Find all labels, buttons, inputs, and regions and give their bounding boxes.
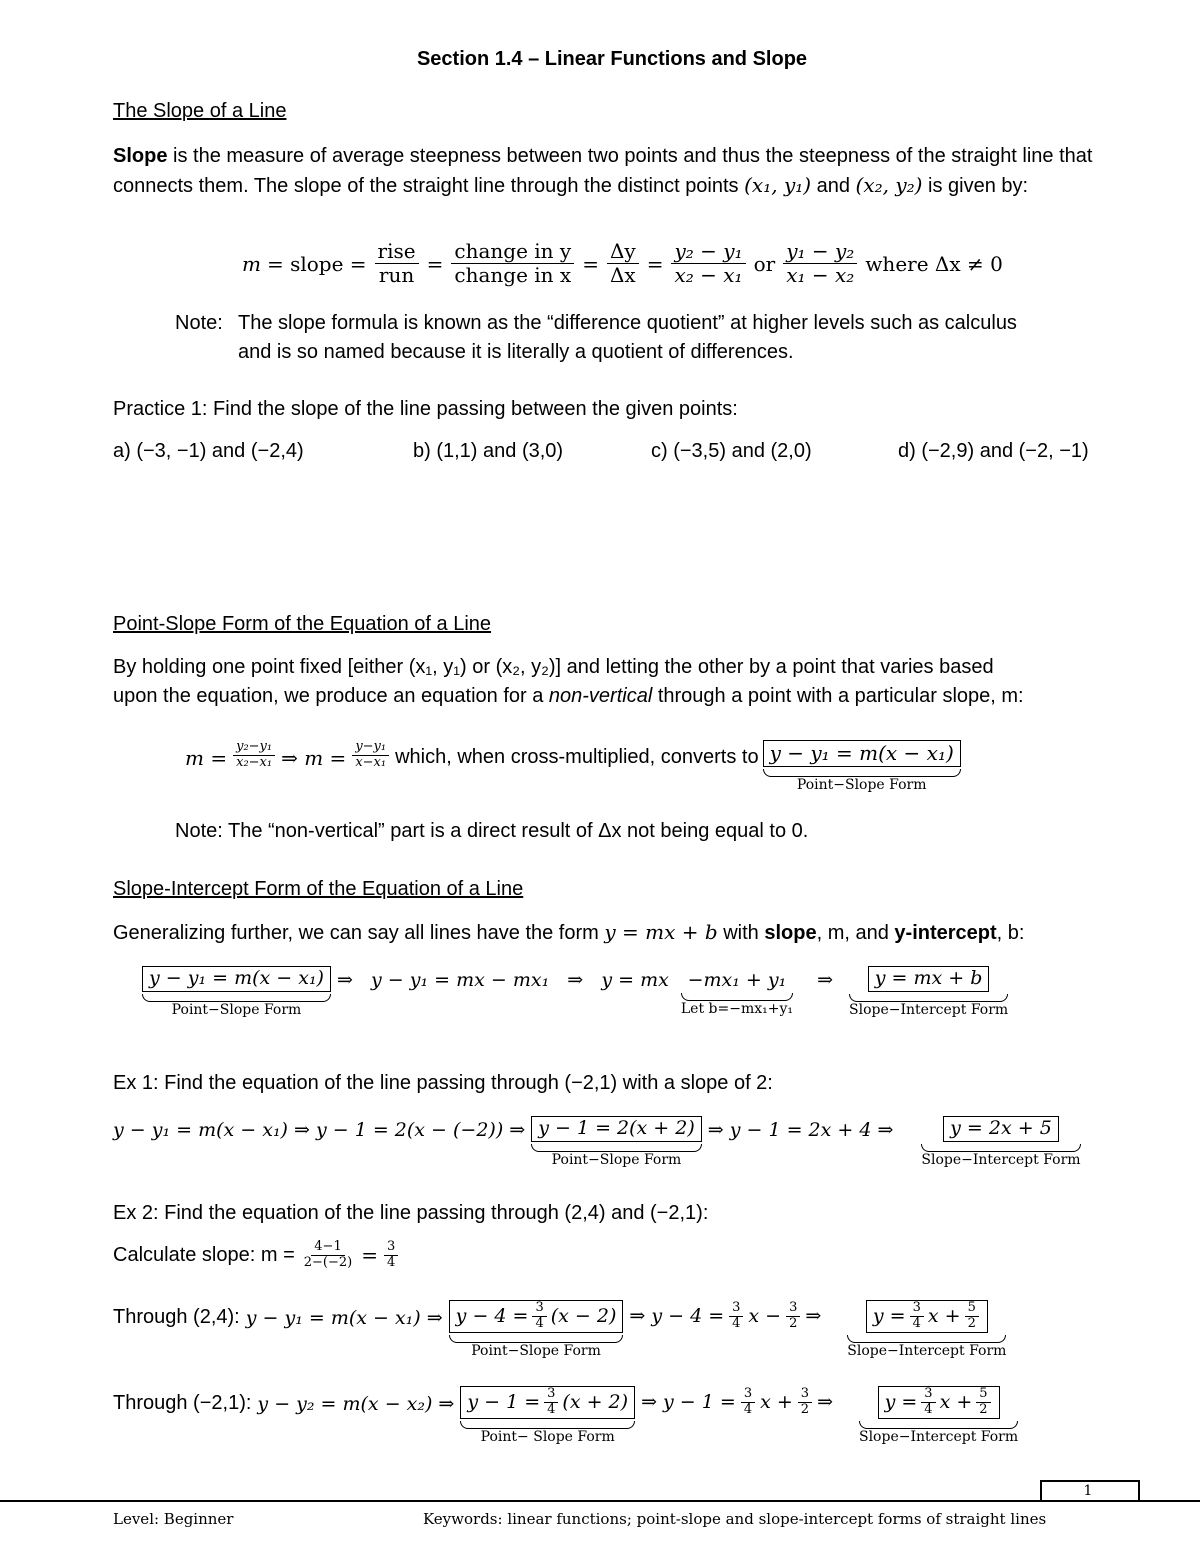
slope-definition xyxy=(113,142,1103,201)
cross-multiplied-text: which, when cross-multiplied, converts to xyxy=(395,746,759,768)
underbrace xyxy=(763,769,961,777)
formula-where: where Δx ≠ 0 xyxy=(865,251,1003,276)
through-point-1: Through (2,4): y − y₁ = m(x − x₁) ⇒ y − 4 = $\frac{3}{4}$ (x − 2) Point−Slope Form ⇒ y − 4 = $\frac{3}{4}$ x − $\frac{3}{2}$ ⇒ y = $\frac{3}{4}$ x + $\frac{5}{2}$ Slope−Intercept Form xyxy=(113,1300,1007,1359)
coordinate-fraction-1: $\frac{\text{y₂ − y₁}}{\text{x₂ − x₁}}$ xyxy=(671,240,745,287)
note-label: Note: xyxy=(175,312,223,334)
note-line-1: The slope formula is known as the “difference quotient” at higher levels such as calculus xyxy=(238,312,1017,334)
point-slope-para-1: By holding one point fixed [either (x₁, y₁) or (x₂, y₂)] and letting the other by a point that varies based xyxy=(113,656,994,678)
footer-rule xyxy=(0,1500,1200,1502)
section-heading-slope-intercept: Slope-Intercept Form of the Equation of a Line xyxy=(113,878,524,900)
slope-intercept-para: Generalizing further, we can say all lines have the form y = mx + b with slope, m, and y-intercept, b: xyxy=(113,920,1025,944)
ex1-point-slope-box: y − 1 = 2(x + 2) Point−Slope Form xyxy=(531,1116,702,1168)
coordinate-fraction-2: $\frac{\text{y₁ − y₂}}{\text{x₁ − x₂}}$ xyxy=(783,240,857,287)
and-text: and xyxy=(811,175,856,197)
t2-expansion: ⇒ y − 1 = $\frac{3}{4}$ x + $\frac{3}{2}$ ⇒ xyxy=(641,1386,833,1417)
formula-m: m xyxy=(242,251,261,276)
example-1-solution: y − y₁ = m(x − x₁) ⇒ y − 1 = 2(x − (−2)) ⇒ y − 1 = 2(x + 2) Point−Slope Form ⇒ y − 1 = 2x + 4 ⇒ y = 2x + 5 Slope−Intercept Form xyxy=(113,1117,1081,1168)
section-heading-point-slope: Point-Slope Form of the Equation of a Line xyxy=(113,613,492,635)
t2-point-slope-box: y − 1 = $\frac{3}{4}$ (x + 2) Point− Slope Form xyxy=(460,1386,635,1445)
practice-c: c) (−3,5) and (2,0) xyxy=(651,440,812,462)
through-point-2: Through (−2,1): y − y₂ = m(x − x₂) ⇒ y − 1 = $\frac{3}{4}$ (x + 2) Point− Slope Form ⇒ y − 1 = $\frac{3}{4}$ x + $\frac{3}{2}$ ⇒ y = $\frac{3}{4}$ x + $\frac{5}{2}$ Slope−Intercept Form xyxy=(113,1386,1019,1445)
non-vertical-term: non-vertical xyxy=(548,685,653,707)
t1-point-slope-box: y − 4 = $\frac{3}{4}$ (x − 2) Point−Slope Form xyxy=(449,1300,624,1359)
calculate-slope: Calculate slope: m = $\frac{4-1}{2-(-2)}$ = $\frac{3}{4}$ xyxy=(113,1240,400,1271)
practice-b: b) (1,1) and (3,0) xyxy=(413,440,564,462)
slope-fraction-points: $\frac{\text{y₂−y₁}}{\text{x₂−x₁}}$ xyxy=(233,740,275,771)
practice-prompt: Practice 1: Find the slope of the line passing between the given points: xyxy=(113,398,738,420)
practice-d: d) (−2,9) and (−2, −1) xyxy=(898,440,1089,462)
t2-slope-intercept-box: y = $\frac{3}{4}$ x + $\frac{5}{2}$ Slope−Intercept Form xyxy=(858,1386,1019,1445)
b-substitution: −mx₁ + y₁ Let b=−mx₁+y₁ xyxy=(680,969,793,1017)
slope-calc-fraction: $\frac{4-1}{2-(-2)}$ xyxy=(303,1239,353,1270)
formula-eq-slope: = slope = xyxy=(266,251,367,276)
section-heading-slope: The Slope of a Line xyxy=(113,100,287,122)
given-by-text: is given by: xyxy=(922,175,1029,197)
delta-fraction: $\frac{\Delta y}{\Delta x}$ xyxy=(607,240,639,287)
slope-intercept-derivation: y − y₁ = m(x − x₁) Point−Slope Form ⇒ y − y₁ = mx − mx₁ ⇒ y = mx −mx₁ + y₁ Let b=−mx₁+y₁ ⇒ y = mx + b Slope−Intercept Form xyxy=(142,966,1008,1018)
example-2-heading: Ex 2: Find the equation of the line passing through (2,4) and (−2,1): xyxy=(113,1202,709,1224)
slope-def-text: is the measure of average steepness between two points and thus the steepness of the straight line that connects them. The slope of the straight line through the distinct points xyxy=(113,145,1093,197)
slope-term: Slope xyxy=(113,145,168,167)
ex1-slope-intercept-box: y = 2x + 5 Slope−Intercept Form xyxy=(921,1117,1081,1168)
slope-fraction-variable: $\frac{\text{y−y₁}}{\text{x−x₁}}$ xyxy=(352,740,389,771)
point-1: (x₁, y₁) xyxy=(744,173,812,197)
example-1-heading: Ex 1: Find the equation of the line passing through (−2,1) with a slope of 2: xyxy=(113,1072,773,1094)
page-number: 1 xyxy=(1083,1483,1093,1499)
non-vertical-note: Note: The “non-vertical” part is a direct result of Δx not being equal to 0. xyxy=(175,820,809,842)
footer-keywords: Keywords: linear functions; point-slope and slope-intercept forms of straight lines xyxy=(423,1510,1047,1528)
slope-formula: m = slope = $\frac{\text{rise}}{\text{run}}$ = $\frac{\text{change in y}}{\text{change in x}}$ = $\frac{\Delta y}{\Delta x}$ = $\frac{\text{y₂ − y₁}}{\text{x₂ − x₁}}$ or $\frac{\text{y₁ − y₂}}{\text{x₁ − x₂}}$ where Δx ≠ 0 xyxy=(242,239,1003,287)
rise-over-run: $\frac{\text{rise}}{\text{run}}$ xyxy=(375,240,419,287)
note-line-2: and is so named because it is literally a quotient of differences. xyxy=(238,341,794,363)
change-fraction: $\frac{\text{change in y}}{\text{change in x}}$ xyxy=(451,240,574,287)
t1-slope-intercept-box: y = $\frac{3}{4}$ x + $\frac{5}{2}$ Slope−Intercept Form xyxy=(847,1300,1007,1359)
t1-expansion: ⇒ y − 4 = $\frac{3}{4}$ x − $\frac{3}{2}$ ⇒ xyxy=(629,1300,822,1331)
point-slope-derivation: m = $\frac{\text{y₂−y₁}}{\text{x₂−x₁}}$ ⇒ m = $\frac{\text{y−y₁}}{\text{x−x₁}}$ which, when cross-multiplied, converts to y − y₁ = m(x − x₁) Point−Slope Form xyxy=(185,740,961,793)
slope-intercept-box: y = mx + b Slope−Intercept Form xyxy=(849,967,1009,1018)
practice-a: a) (−3, −1) and (−2,4) xyxy=(113,440,304,462)
page-title: Section 1.4 – Linear Functions and Slope xyxy=(416,48,808,70)
footer-level: Level: Beginner xyxy=(113,1510,234,1528)
slope-result-fraction: $\frac{3}{4}$ xyxy=(384,1240,398,1271)
point-2: (x₂, y₂) xyxy=(855,173,923,197)
point-slope-box: y − y₁ = m(x − x₁) Point−Slope Form xyxy=(142,966,331,1018)
point-slope-para-2: upon the equation, we produce an equation for a non-vertical through a point with a particular slope, m: xyxy=(113,685,1024,707)
point-slope-boxed-result: y − y₁ = m(x − x₁) Point−Slope Form xyxy=(763,740,961,793)
